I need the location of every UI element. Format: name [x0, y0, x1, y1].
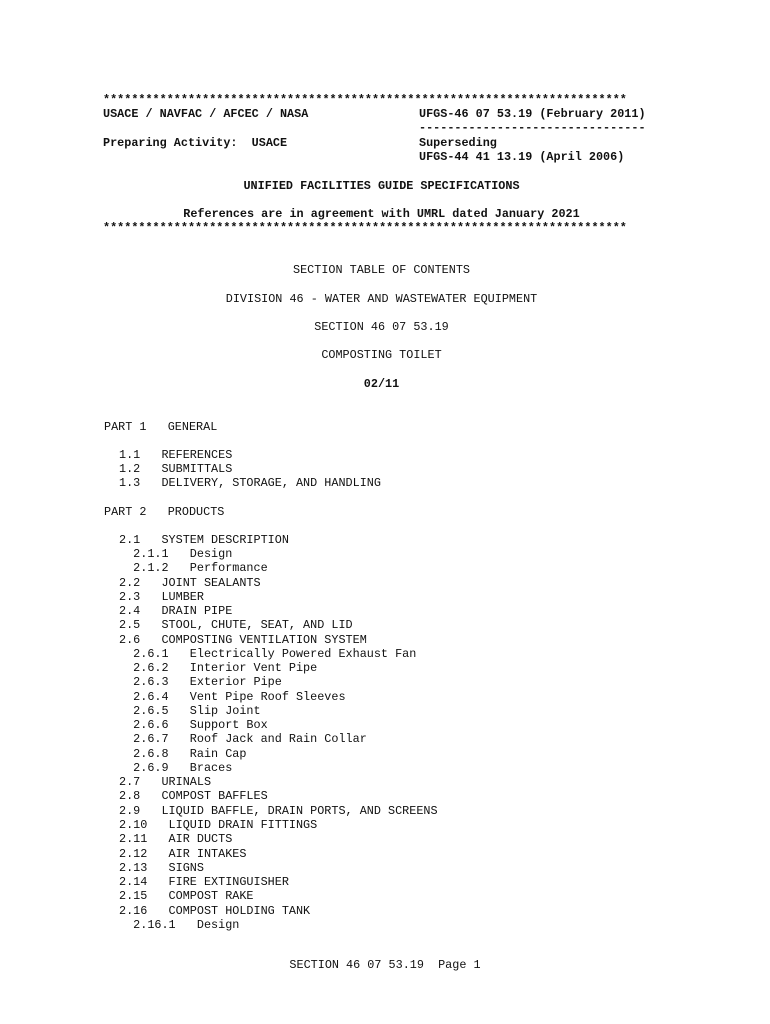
toc-item: 2.3 LUMBER: [119, 590, 204, 604]
header-star-rule-bottom: **************************************************************************: [103, 221, 627, 235]
toc-item: 2.6.6 Support Box: [119, 718, 268, 732]
ufgs-number: UFGS-46 07 53.19 (February 2011): [419, 107, 646, 121]
section-date: 02/11: [363, 377, 400, 391]
toc-item: 2.5 STOOL, CHUTE, SEAT, AND LID: [119, 618, 353, 632]
part-heading: PART 1 GENERAL: [104, 420, 218, 434]
toc-item: 2.6.2 Interior Vent Pipe: [119, 661, 318, 675]
toc-item: 2.2 JOINT SEALANTS: [119, 576, 261, 590]
toc-item: 1.3 DELIVERY, STORAGE, AND HANDLING: [119, 476, 381, 490]
toc-item: 2.7 URINALS: [119, 775, 212, 789]
section-number: SECTION 46 07 53.19: [314, 320, 449, 334]
toc-item: 2.8 COMPOST BAFFLES: [119, 789, 268, 803]
header-star-rule: **************************************************************************: [103, 93, 627, 107]
toc-item: 2.10 LIQUID DRAIN FITTINGS: [119, 818, 318, 832]
toc-item: 2.12 AIR INTAKES: [119, 847, 247, 861]
toc-item: 2.11 AIR DUCTS: [119, 832, 233, 846]
toc-item: 2.1.2 Performance: [119, 561, 268, 575]
page-footer: SECTION 46 07 53.19 Page 1: [289, 958, 481, 972]
toc-item: 1.1 REFERENCES: [119, 448, 233, 462]
toc-item: 2.6 COMPOSTING VENTILATION SYSTEM: [119, 633, 367, 647]
toc-item: 2.6.7 Roof Jack and Rain Collar: [119, 732, 367, 746]
agencies-line: USACE / NAVFAC / AFCEC / NASA: [103, 107, 309, 121]
toc-item: 2.6.9 Braces: [119, 761, 233, 775]
toc-item: 2.6.5 Slip Joint: [119, 704, 261, 718]
toc-item: 2.13 SIGNS: [119, 861, 204, 875]
toc-item: 1.2 SUBMITTALS: [119, 462, 233, 476]
toc-item: 2.16.1 Design: [119, 918, 240, 932]
guide-title: UNIFIED FACILITIES GUIDE SPECIFICATIONS: [243, 179, 520, 193]
superseding-label: Superseding: [419, 136, 497, 150]
preparing-activity: Preparing Activity: USACE: [103, 136, 288, 150]
superseded-spec: UFGS-44 41 13.19 (April 2006): [419, 150, 625, 164]
ufgs-dash-rule: --------------------------------: [419, 121, 646, 135]
references-note: References are in agreement with UMRL dated January 2021: [183, 207, 580, 221]
toc-item: 2.6.8 Rain Cap: [119, 747, 247, 761]
division-title: DIVISION 46 - WATER AND WASTEWATER EQUIPMENT: [225, 292, 538, 306]
toc-item: 2.6.3 Exterior Pipe: [119, 675, 282, 689]
toc-item: 2.16 COMPOST HOLDING TANK: [119, 904, 311, 918]
toc-item: 2.6.4 Vent Pipe Roof Sleeves: [119, 690, 346, 704]
toc-heading: SECTION TABLE OF CONTENTS: [293, 263, 470, 277]
toc-item: 2.14 FIRE EXTINGUISHER: [119, 875, 289, 889]
toc-item: 2.1.1 Design: [119, 547, 233, 561]
toc-item: 2.6.1 Electrically Powered Exhaust Fan: [119, 647, 417, 661]
toc-item: 2.15 COMPOST RAKE: [119, 889, 254, 903]
toc-item: 2.4 DRAIN PIPE: [119, 604, 233, 618]
part-heading: PART 2 PRODUCTS: [104, 505, 225, 519]
toc-item: 2.1 SYSTEM DESCRIPTION: [119, 533, 289, 547]
toc-item: 2.9 LIQUID BAFFLE, DRAIN PORTS, AND SCREENS: [119, 804, 438, 818]
section-title: COMPOSTING TOILET: [321, 348, 442, 362]
